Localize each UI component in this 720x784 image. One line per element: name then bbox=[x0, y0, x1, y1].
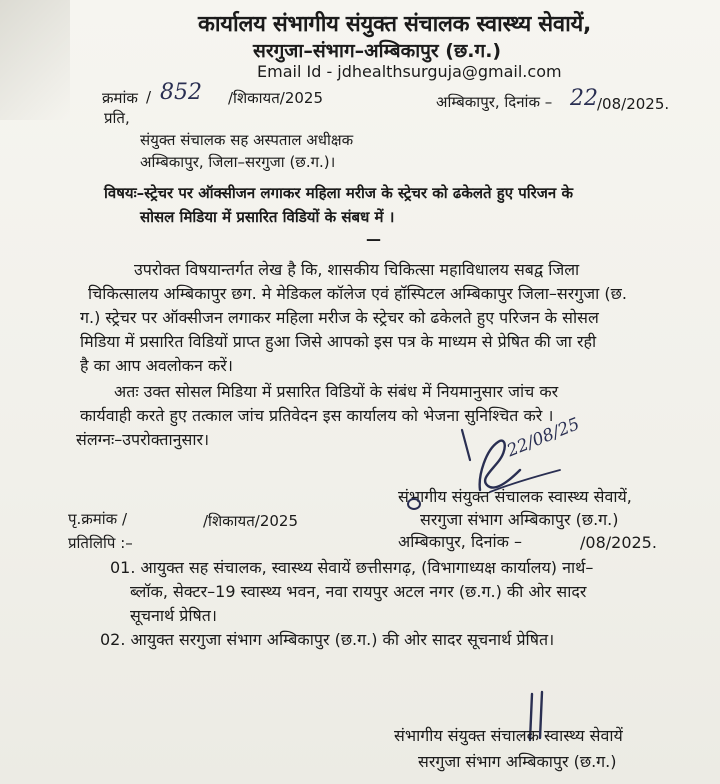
page-corner-shadow bbox=[0, 0, 70, 120]
para2-line2: कार्यवाही करते हुए तत्काल जांच प्रतिवेदन इस कार्यालय को भेजना सुनिश्चित करे । bbox=[80, 406, 554, 425]
copy-item1-line2: ब्लॉक, सेक्टर–19 स्वास्थ्य भवन, नवा रायपुर अटल नगर (छ.ग.) की ओर सादर bbox=[130, 582, 587, 601]
ref-date-prefix: अम्बिकापुर, दिनांक – bbox=[436, 93, 553, 111]
para2-line1: अतः उक्त सोसल मिडिया में प्रसारित विडियों के संबंध में नियमानुसार जांच कर bbox=[114, 382, 559, 401]
ref-date-rest: /08/2025. bbox=[597, 95, 670, 113]
copy-item1-line1: 01. आयुक्त सह संचालक, स्वास्थ्य सेवायें छत्तीसगढ़, (विभागाध्यक्ष कार्यालय) नार्थ– bbox=[110, 558, 594, 577]
para1-line1: उपरोक्त विषयान्तर्गत लेख है कि, शासकीय चिकित्सा महाविधालय सबद्व जिला bbox=[134, 260, 580, 279]
ref-kramank-label: क्रमांक bbox=[102, 89, 138, 107]
enclosure-line: संलग्नः–उपरोक्तानुसार। bbox=[76, 430, 210, 449]
recipient-line1: संयुक्त संचालक सह अस्पताल अधीक्षक bbox=[140, 131, 354, 149]
signature1-handwritten-date: 22/08/25 bbox=[504, 414, 583, 462]
ref-date-day-handwritten: 22 bbox=[570, 86, 598, 111]
subject-divider: — bbox=[366, 230, 381, 248]
ref-number-handwritten: 852 bbox=[160, 80, 202, 105]
copy-item2: 02. आयुक्त सरगुजा संभाग अम्बिकापुर (छ.ग.) की ओर सादर सूचनार्थ प्रेषित। bbox=[100, 630, 555, 649]
signature2-office: सरगुजा संभाग अम्बिकापुर (छ.ग.) bbox=[418, 752, 617, 771]
para1-line3: ग.) स्ट्रेचर पर ऑक्सीजन लगाकर महिला मरीज के स्ट्रेचर को ढकेलते हुए परिजन के सोसल bbox=[80, 308, 599, 327]
ref-slash: / bbox=[146, 88, 152, 106]
signature2-title: संभागीय संयुक्त संचालक स्वास्थ्य सेवायें bbox=[394, 726, 623, 745]
signature1-title: संभागीय संयुक्त संचालक स्वास्थ्य सेवायें, bbox=[398, 487, 632, 506]
office-subtitle: सरगुजा–संभाग–अम्बिकापुर (छ.ग.) bbox=[253, 40, 502, 62]
email-line: Email Id - jdhealthsurguja@gmail.com bbox=[257, 62, 562, 81]
recipient-line2: अम्बिकापुर, जिला–सरगुजा (छ.ग.)। bbox=[140, 153, 336, 171]
para1-line4: मिडिया में प्रसारित विडियों प्राप्त हुआ जिसे आपको इस पत्र के माध्यम से प्रेषित की जा रही bbox=[80, 332, 597, 351]
signature1-office: सरगुजा संभाग अम्बिकापुर (छ.ग.) bbox=[420, 510, 619, 529]
office-title: कार्यालय संभागीय संयुक्त संचालक स्वास्थ्य सेवायें, bbox=[198, 12, 591, 37]
para1-line2: चिकित्सालय अम्बिकापुर छग. मे मेडिकल कॉलेज एवं हॉस्पिटल अम्बिकापुर जिला–सरगुजा (छ. bbox=[88, 284, 627, 303]
para1-line5: है का आप अवलोकन करें। bbox=[80, 356, 233, 375]
endorse-kramank: पृ.क्रमांक / bbox=[68, 510, 128, 528]
ref-shikayat: /शिकायत/2025 bbox=[228, 89, 324, 107]
endorse-date-rest: /08/2025. bbox=[580, 533, 657, 552]
subject-line1: विषयः–स्ट्रेचर पर ऑक्सीजन लगाकर महिला मरीज के स्ट्रेचर को ढकेलते हुए परिजन के bbox=[104, 184, 574, 202]
copy-item1-line3: सूचनार्थ प्रेषित। bbox=[130, 606, 217, 625]
endorse-date: अम्बिकापुर, दिनांक – bbox=[398, 532, 522, 551]
pratilipi-label: प्रतिलिपि :– bbox=[68, 534, 133, 552]
endorse-shikayat: /शिकायत/2025 bbox=[203, 512, 299, 530]
subject-line2: सोसल मिडिया में प्रसारित विडियों के संबध में । bbox=[140, 208, 395, 226]
prati-label: प्रति, bbox=[104, 109, 130, 127]
